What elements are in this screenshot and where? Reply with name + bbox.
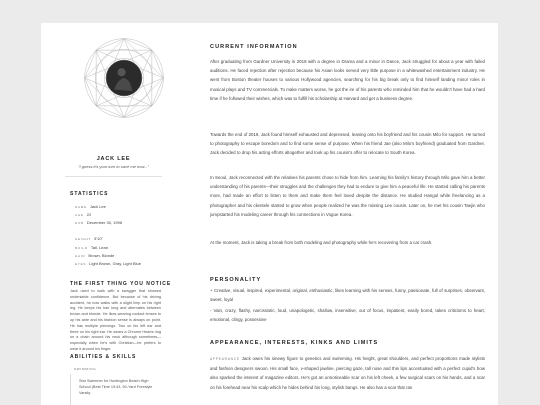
profile-page bbox=[41, 23, 498, 405]
stat-row: HAIR Brown, Blonde bbox=[75, 253, 115, 258]
skills-heading: ABILITIES & SKILLS bbox=[70, 354, 137, 360]
profile-name: JACK LEE bbox=[96, 156, 131, 162]
sidebar bbox=[41, 23, 186, 405]
personality-positive: + Creative, visual, inspired, experimental, original, enthusiastic, likes learning with his senses, funny, passionate, full of surprises, observant, sweet, loyal bbox=[210, 288, 485, 303]
divider bbox=[65, 176, 162, 177]
personality-negative: - Vain, crazy, flashy, narcissistic, loud, unapologetic, shallow, insensitive, out of focus, impatient, easily bored, takes criticisms to heart, emotional, clingy, possessive bbox=[210, 308, 485, 323]
appearance-tag: APPEARANCE bbox=[210, 357, 240, 361]
statistics-heading: STATISTICS bbox=[70, 191, 109, 197]
stat-row: AGE 22 bbox=[75, 212, 92, 217]
stat-row: HEIGHT 5'10" bbox=[75, 236, 103, 241]
current-paragraph-4: At the moment, Jack is taking a break from both modeling and photography while he's recovering from a car crash. bbox=[210, 240, 433, 245]
current-paragraph-3: In Seoul, Jack reconnected with the relatives his parents chose to hide from him. Learning his family's history through Milo gave him a better understanding of his parents—their struggles and the challenges they had to endure to give him a peaceful life. He started calling his parents more, had made an effort to listen to them and make them feel loved despite the distance. He studied Hangul while freelancing as a photographer and his clientele started to grow when people realized he was the missing Lee cousin. Later on, he met his cousin Taejin who jumpstarted his modeling career through his connections in Vogue Korea. bbox=[210, 175, 485, 217]
main-content bbox=[210, 23, 488, 405]
current-paragraph-1: After graduating from Gardner University in 2018 with a degree in Drama and a minor in Dance, Jack struggled for about a year with failed auditions. He faced rejection after rejection because his Asian looks served very little purpose in a whitewashed entertainment industry. He went from Boston theater houses to various Hollywood agencies, searching for his big break only to find himself landing minor roles in musical plays and TV commercials. To make matters worse, he got the ire of his parents who reminded him that he wouldn't have had a hard time if he followed their wishes, which was to fulfill his scholarship at Harvard and get a business degree. bbox=[210, 59, 485, 101]
stat-row: NAME Jack Lee bbox=[75, 204, 106, 209]
appearance-text: APPEARANCE Jack owes his sinewy figure to genetics and swimming. His height, great shoulders, and perfect proportions made stylists and fashion designers swoon. His small face, v-shaped jawline, piercing gaze, tall nose and thin lips accentuated with a perfect cupid's bow also sparked the interest of magazine editors. He's got an unnoticeable scar on his left cheek, a few surgical scars on his hands, and a scar on his forehead near his scalp which he hides behind his long, stylish bangs. He also has a scar that ran bbox=[210, 356, 485, 390]
current-paragraph-2: Towards the end of 2019, Jack found himself exhausted and depressed, leaning onto his boyfriend and his cousin Milo for support. He turned to photography to escape boredom and to find some sense of purpose. When his friend Jae (also Milo's boyfriend) graduated from Gardner, Jack decided to drop his acting efforts altogether and took up his cousin's offer to relocate to South Korea. bbox=[210, 132, 485, 156]
geometric-emblem bbox=[83, 37, 165, 119]
stat-row: DOB December 30, 1996 bbox=[75, 220, 123, 225]
stat-row: BUILD Tall, Lean bbox=[75, 245, 108, 250]
current-info-heading: CURRENT INFORMATION bbox=[210, 44, 298, 50]
appearance-heading: APPEARANCE, INTERESTS, KINKS AND LIMITS bbox=[210, 340, 379, 346]
skill-text: Star Swimmer for Huntington Beach High School (Best Time 19:43, 50-Yard Freestyle Varsity. bbox=[79, 379, 153, 395]
notice-heading: THE FIRST THING YOU NOTICE bbox=[70, 281, 172, 287]
notice-text: Jack used to walk with a swagger that showed undeniable confidence. But because of his driving accident, he now walks with a slight limp on his right leg. He keeps his hair long and alternates between brown and blonde. He likes wearing contact lenses to up his ante and his fashion sense is always on point. He has multiple piercings. Two on his left ear and three on his right ear. He wears a Chrome Hearts ring on a chain around his neck although sometimes—especially when he's with Christian—he prefers to wear it around his finger. bbox=[70, 289, 161, 351]
profile-quote: "I guess it's your turn to save me now..." bbox=[78, 164, 149, 169]
skill-tag: SWIMMING bbox=[74, 367, 97, 371]
stat-row: EYES Light Brown, Gray, Light Blue bbox=[75, 261, 141, 266]
personality-heading: PERSONALITY bbox=[210, 277, 262, 283]
skill-box bbox=[70, 374, 161, 405]
